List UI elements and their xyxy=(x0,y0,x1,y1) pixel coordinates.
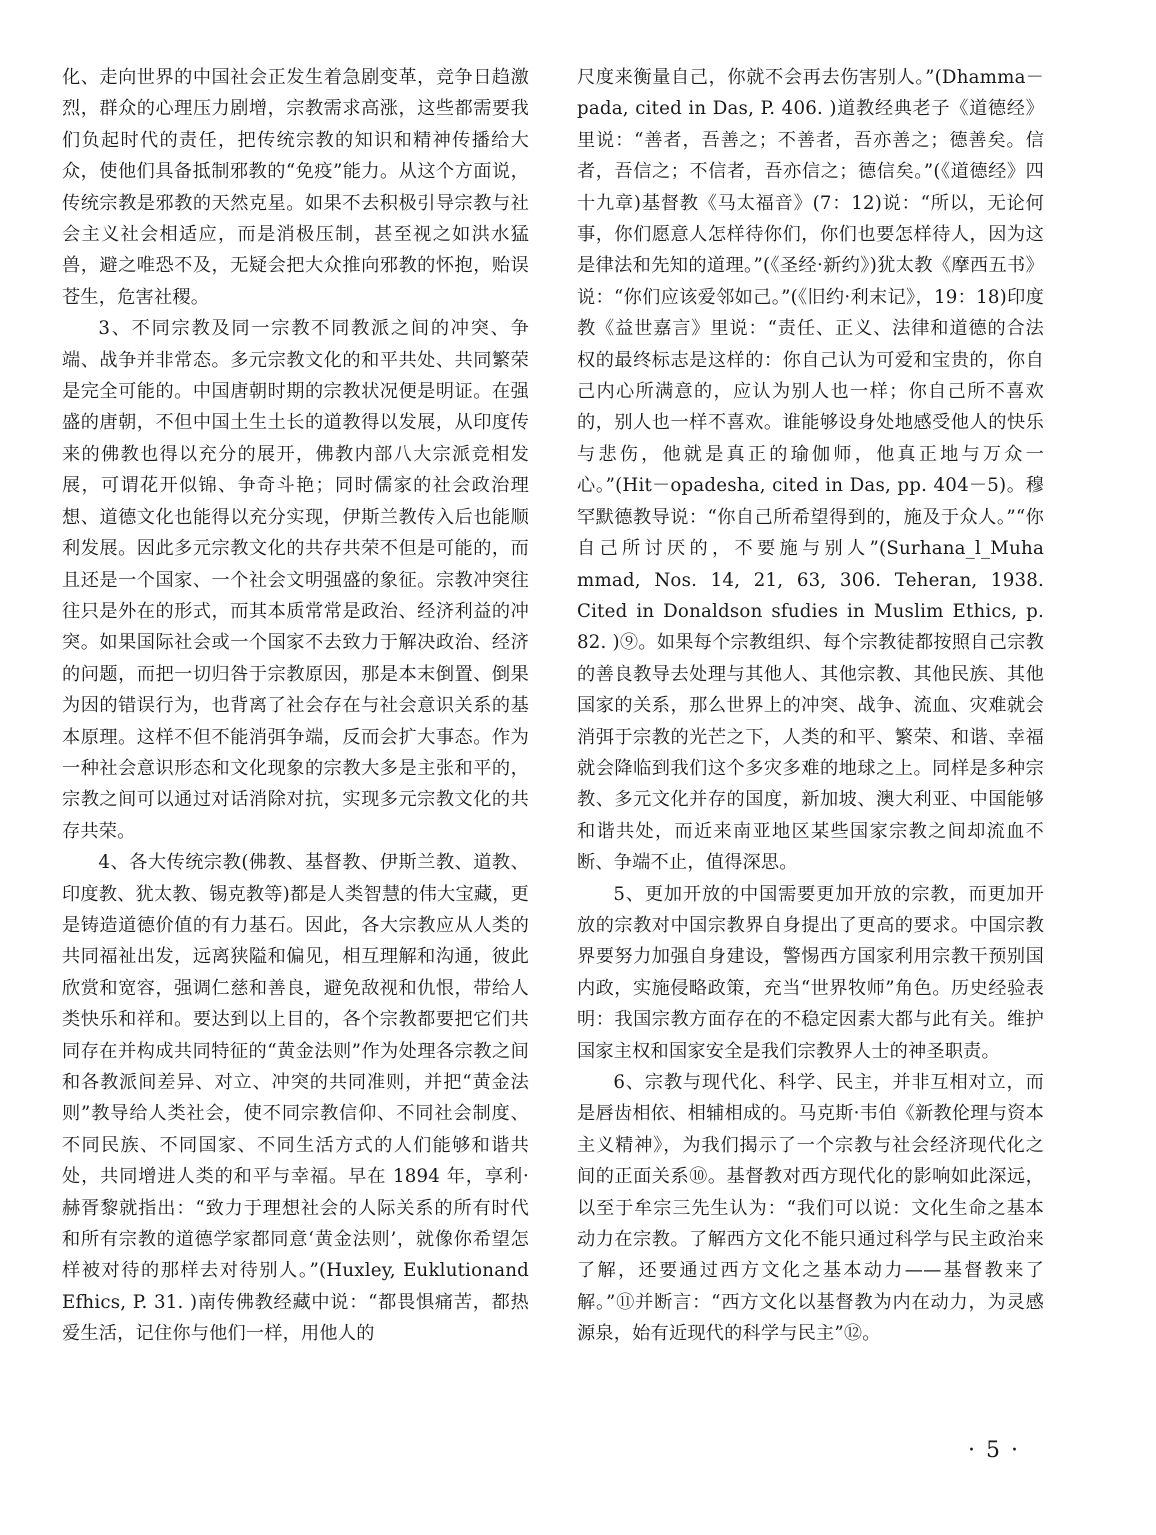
paragraph-4-continued: 尺度来衡量自己，你就不会再去伤害别人。”(Dhamma－pada, cited in Das, P. 406. )道教经典老子《道德经》里说：“善者，吾善之；不善者，吾亦善之；德善矣。信者，吾信之；不信者，吾亦信之；德信矣。”(《道德经》四十九章)基督教《马太福音》(7：12)说：“所以，无论何事，你们愿意人怎样待你们，你们也要怎样待人，因为这是律法和先知的道理。”(《圣经·新约》)犹太教《摩西五书》说：“你们应该爱邻如己。”(《旧约·利末记》，19：18)印度教《益世嘉言》里说：“责任、正义、法律和道德的合法权的最终标志是这样的：你自己认为可爱和宝贵的，你自己内心所满意的，应认为别人也一样；你自己所不喜欢的，别人也一样不喜欢。谁能够设身处地感受他人的快乐与悲伤，他就是真正的瑜伽师，他真正地与万众一心。”(Hit－opadesha, cited in Das, pp. 404－5)。穆罕默德教导说：“你自己所希望得到的，施及于众人。”“你自己所讨厌的，不要施与别人”(Surhana_l_Muha mmad, Nos. 14, 21, 63, 306. Teheran, 1938. Cited in Donaldson sfudies in Muslim Ethics, p. 82. )⑨。如果每个宗教组织、每个宗教徒都按照自己宗教的善良教导去处理与其他人、其他宗教、其他民族、其他国家的关系，那么世界上的冲突、战争、流血、灾难就会消弭于宗教的光芒之下，人类的和平、繁荣、和谐、幸福就会降临到我们这个多灾多难的地球之上。同样是多种宗教、多元文化并存的国度，新加坡、澳大利亚、中国能够和谐共处，而近来南亚地区某些国家宗教之间却流血不断、争端不止，值得深思。 xyxy=(577,67,1044,874)
paragraph-continued: 化、走向世界的中国社会正发生着急剧变革，竞争日趋激烈，群众的心理压力剧增，宗教需求高涨，这些都需要我们负起时代的责任，把传统宗教的知识和精神传播给大众，使他们具备抵制邪教的“免疫”能力。从这个方面说，传统宗教是邪教的天然克星。如果不去积极引导宗教与社会主义社会相适应，而是消极压制，甚至视之如洪水猛兽，避之唯恐不及，无疑会把大众推向邪教的怀抱，贻误苍生，危害社稷。 xyxy=(62,67,529,308)
paragraph-3: 3、不同宗教及同一宗教不同教派之间的冲突、争端、战争并非常态。多元宗教文化的和平共处、共同繁荣是完全可能的。中国唐朝时期的宗教状况便是明证。在强盛的唐朝，不但中国土生土长的道教得以发展，从印度传来的佛教也得以充分的展开，佛教内部八大宗派竞相发展，可谓花开似锦、争奇斗艳；同时儒家的社会政治理想、道德文化也能得以充分实现，伊斯兰教传入后也能顺利发展。因此多元宗教文化的共存共荣不但是可能的，而且还是一个国家、一个社会文明强盛的象征。宗教冲突往往只是外在的形式，而其本质常常是政治、经济利益的冲突。如果国际社会或一个国家不去致力于解决政治、经济的问题，而把一切归咎于宗教原因，那是本末倒置、倒果为因的错误行为，也背离了社会存在与社会意识关系的基本原理。这样不但不能消弭争端，反而会扩大事态。作为一种社会意识形态和文化现象的宗教大多是主张和平的，宗教之间可以通过对话消除对抗，实现多元宗教文化的共存共荣。 xyxy=(62,318,529,842)
paragraph-5: 5、更加开放的中国需要更加开放的宗教，而更加开放的宗教对中国宗教界自身提出了更高的要求。中国宗教界要努力加强自身建设，警惕西方国家利用宗教干预别国内政，实施侵略政策，充当“世界牧师”角色。历史经验表明：我国宗教方面存在的不稳定因素大都与此有关。维护国家主权和国家安全是我们宗教界人士的神圣职责。 xyxy=(577,883,1044,1062)
page-number: · 5 · xyxy=(968,1438,1020,1463)
left-column xyxy=(62,62,529,1350)
paragraph-6: 6、宗教与现代化、科学、民主，并非互相对立，而是唇齿相依、相辅相成的。马克斯·韦伯《新教伦理与资本主义精神》，为我们揭示了一个宗教与社会经济现代化之间的正面关系⑩。基督教对西方现代化的影响如此深远，以至于牟宗三先生认为：“我们可以说：文化生命之基本动力在宗教。了解西方文化不能只通过科学与民主政治来了解，还要通过西方文化之基本动力——基督教来了解。”⑪并断言：“西方文化以基督教为内在动力，为灵感源泉，始有近现代的科学与民主”⑫。 xyxy=(577,1072,1044,1345)
paragraph-4: 4、各大传统宗教(佛教、基督教、伊斯兰教、道教、印度教、犹太教、锡克教等)都是人类智慧的伟大宝藏，更是铸造道德价值的有力基石。因此，各大宗教应从人类的共同福祉出发，远离狭隘和偏见，相互理解和沟通，彼此欣赏和宽容，强调仁慈和善良，避免敌视和仇恨，带给人类快乐和祥和。要达到以上目的，各个宗教都要把它们共同存在并构成共同特征的“黄金法则”作为处理各宗教之间和各教派间差异、对立、冲突的共同准则，并把“黄金法则”教导给人类社会，使不同宗教信仰、不同社会制度、不同民族、不同国家、不同生活方式的人们能够和谐共处，共同增进人类的和平与幸福。早在 1894 年，享利·赫胥黎就指出：“致力于理想社会的人际关系的所有时代和所有宗教的道德学家都同意‘黄金法则’，就像你希望怎样被对待的那样去对待别人。”(Huxley, Euklutionand Efhics, P. 31. )南传佛教经藏中说：“都畏惧痛苦，都热爱生活，记住你与他们一样，用他人的 xyxy=(62,852,529,1345)
right-column xyxy=(577,62,1044,1350)
